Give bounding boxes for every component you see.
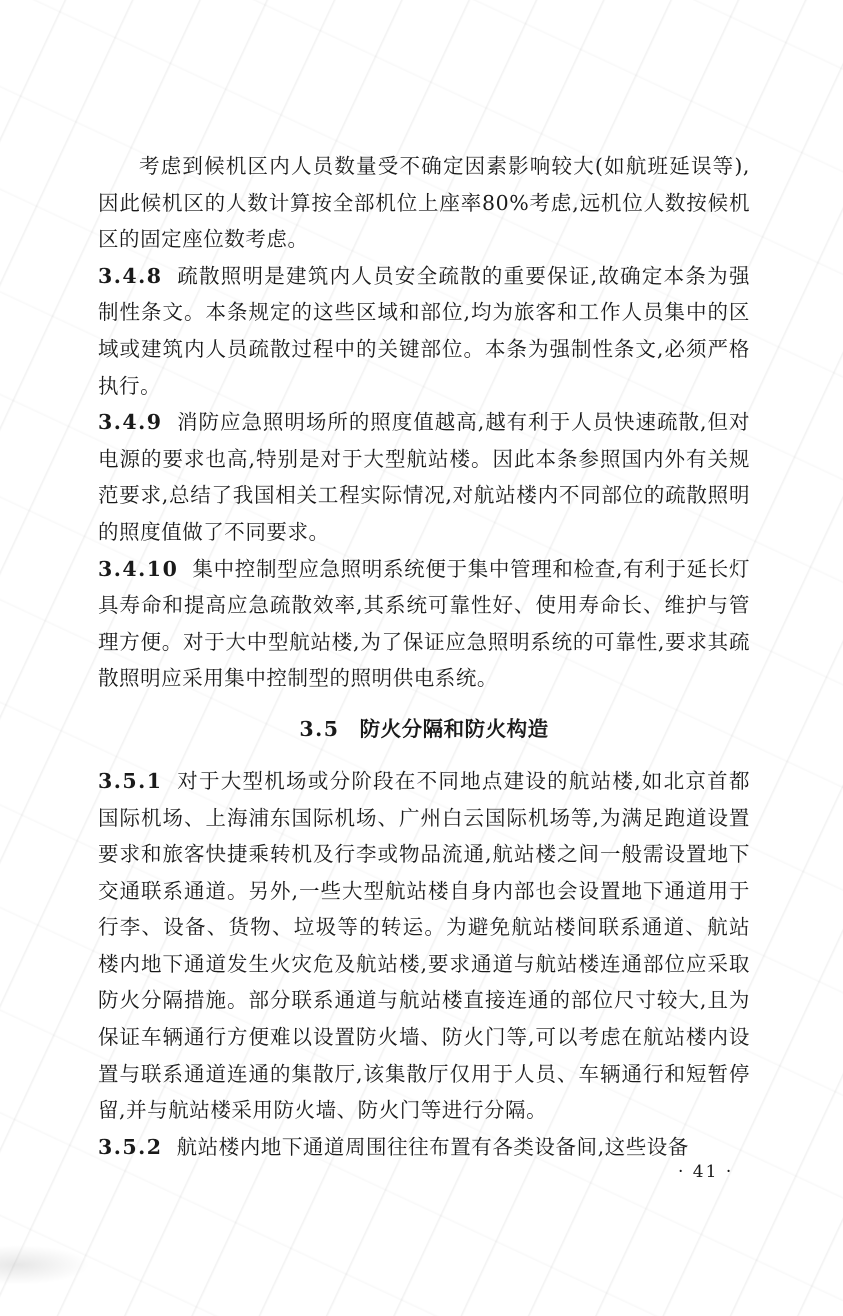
- clause-text: 消防应急照明场所的照度值越高,越有利于人员快速疏散,但对电源的要求也高,特别是对于大型航站楼。因此本条参照国内外有关规范要求,总结了我国相关工程实际情况,对航站楼内不同部位的疏散照明的照度值做了不同要求。: [98, 410, 750, 544]
- clause-text: 航站楼内地下通道周围往往布置有各类设备间,这些设备: [176, 1134, 689, 1159]
- clause-number: 3.4.9: [98, 410, 163, 435]
- clause-number: 3.5.1: [98, 768, 163, 793]
- page-number: · 41 ·: [678, 1162, 734, 1182]
- clause-text: 疏散照明是建筑内人员安全疏散的重要保证,故确定本条为强制性条文。本条规定的这些区域和部位,均为旅客和工作人员集中的区域或建筑内人员疏散过程中的关键部位。本条为强制性条文,必须严格执行。: [98, 263, 750, 398]
- section-number: 3.5: [299, 716, 340, 741]
- clause-number: 3.5.2: [98, 1134, 163, 1159]
- section-heading: [98, 711, 750, 747]
- scan-artifact: [0, 1245, 90, 1285]
- paragraph-occupancy-note: [98, 148, 750, 258]
- clause-number: 3.4.8: [98, 263, 163, 288]
- clause-3-4-8: [98, 258, 750, 404]
- paragraph-text: 考虑到候机区内人员数量受不确定因素影响较大(如航班延误等),因此候机区的人数计算按全部机位上座率80%考虑,远机位人数按候机区的固定座位数考虑。: [98, 154, 750, 252]
- clause-3-5-2: [98, 1129, 750, 1166]
- clause-3-4-9: [98, 404, 750, 550]
- page-body: [98, 148, 750, 1165]
- clause-text: 对于大型机场或分阶段在不同地点建设的航站楼,如北京首都国际机场、上海浦东国际机场、广州白云国际机场等,为满足跑道设置要求和旅客快捷乘转机及行李或物品流通,航站楼之间一般需设置地下交通联系通道。另外,一些大型航站楼自身内部也会设置地下通道用于行李、设备、货物、垃圾等的转运。为避免航站楼间联系通道、航站楼内地下通道发生火灾危及航站楼,要求通道与航站楼连通部位应采取防火分隔措施。部分联系通道与航站楼直接连通的部位尺寸较大,且为保证车辆通行方便难以设置防火墙、防火门等,可以考虑在航站楼内设置与联系通道连通的集散厅,该集散厅仅用于人员、车辆通行和短暂停留,并与航站楼采用防火墙、防火门等进行分隔。: [98, 768, 750, 1123]
- section-title: 防火分隔和防火构造: [359, 716, 549, 741]
- clause-text: 集中控制型应急照明系统便于集中管理和检查,有利于延长灯具寿命和提高应急疏散效率,其系统可靠性好、使用寿命长、维护与管理方便。对于大中型航站楼,为了保证应急照明系统的可靠性,要求其疏散照明应采用集中控制型的照明供电系统。: [98, 556, 750, 691]
- clause-3-5-1: [98, 763, 750, 1129]
- clause-number: 3.4.10: [98, 556, 179, 581]
- clause-3-4-10: [98, 551, 750, 697]
